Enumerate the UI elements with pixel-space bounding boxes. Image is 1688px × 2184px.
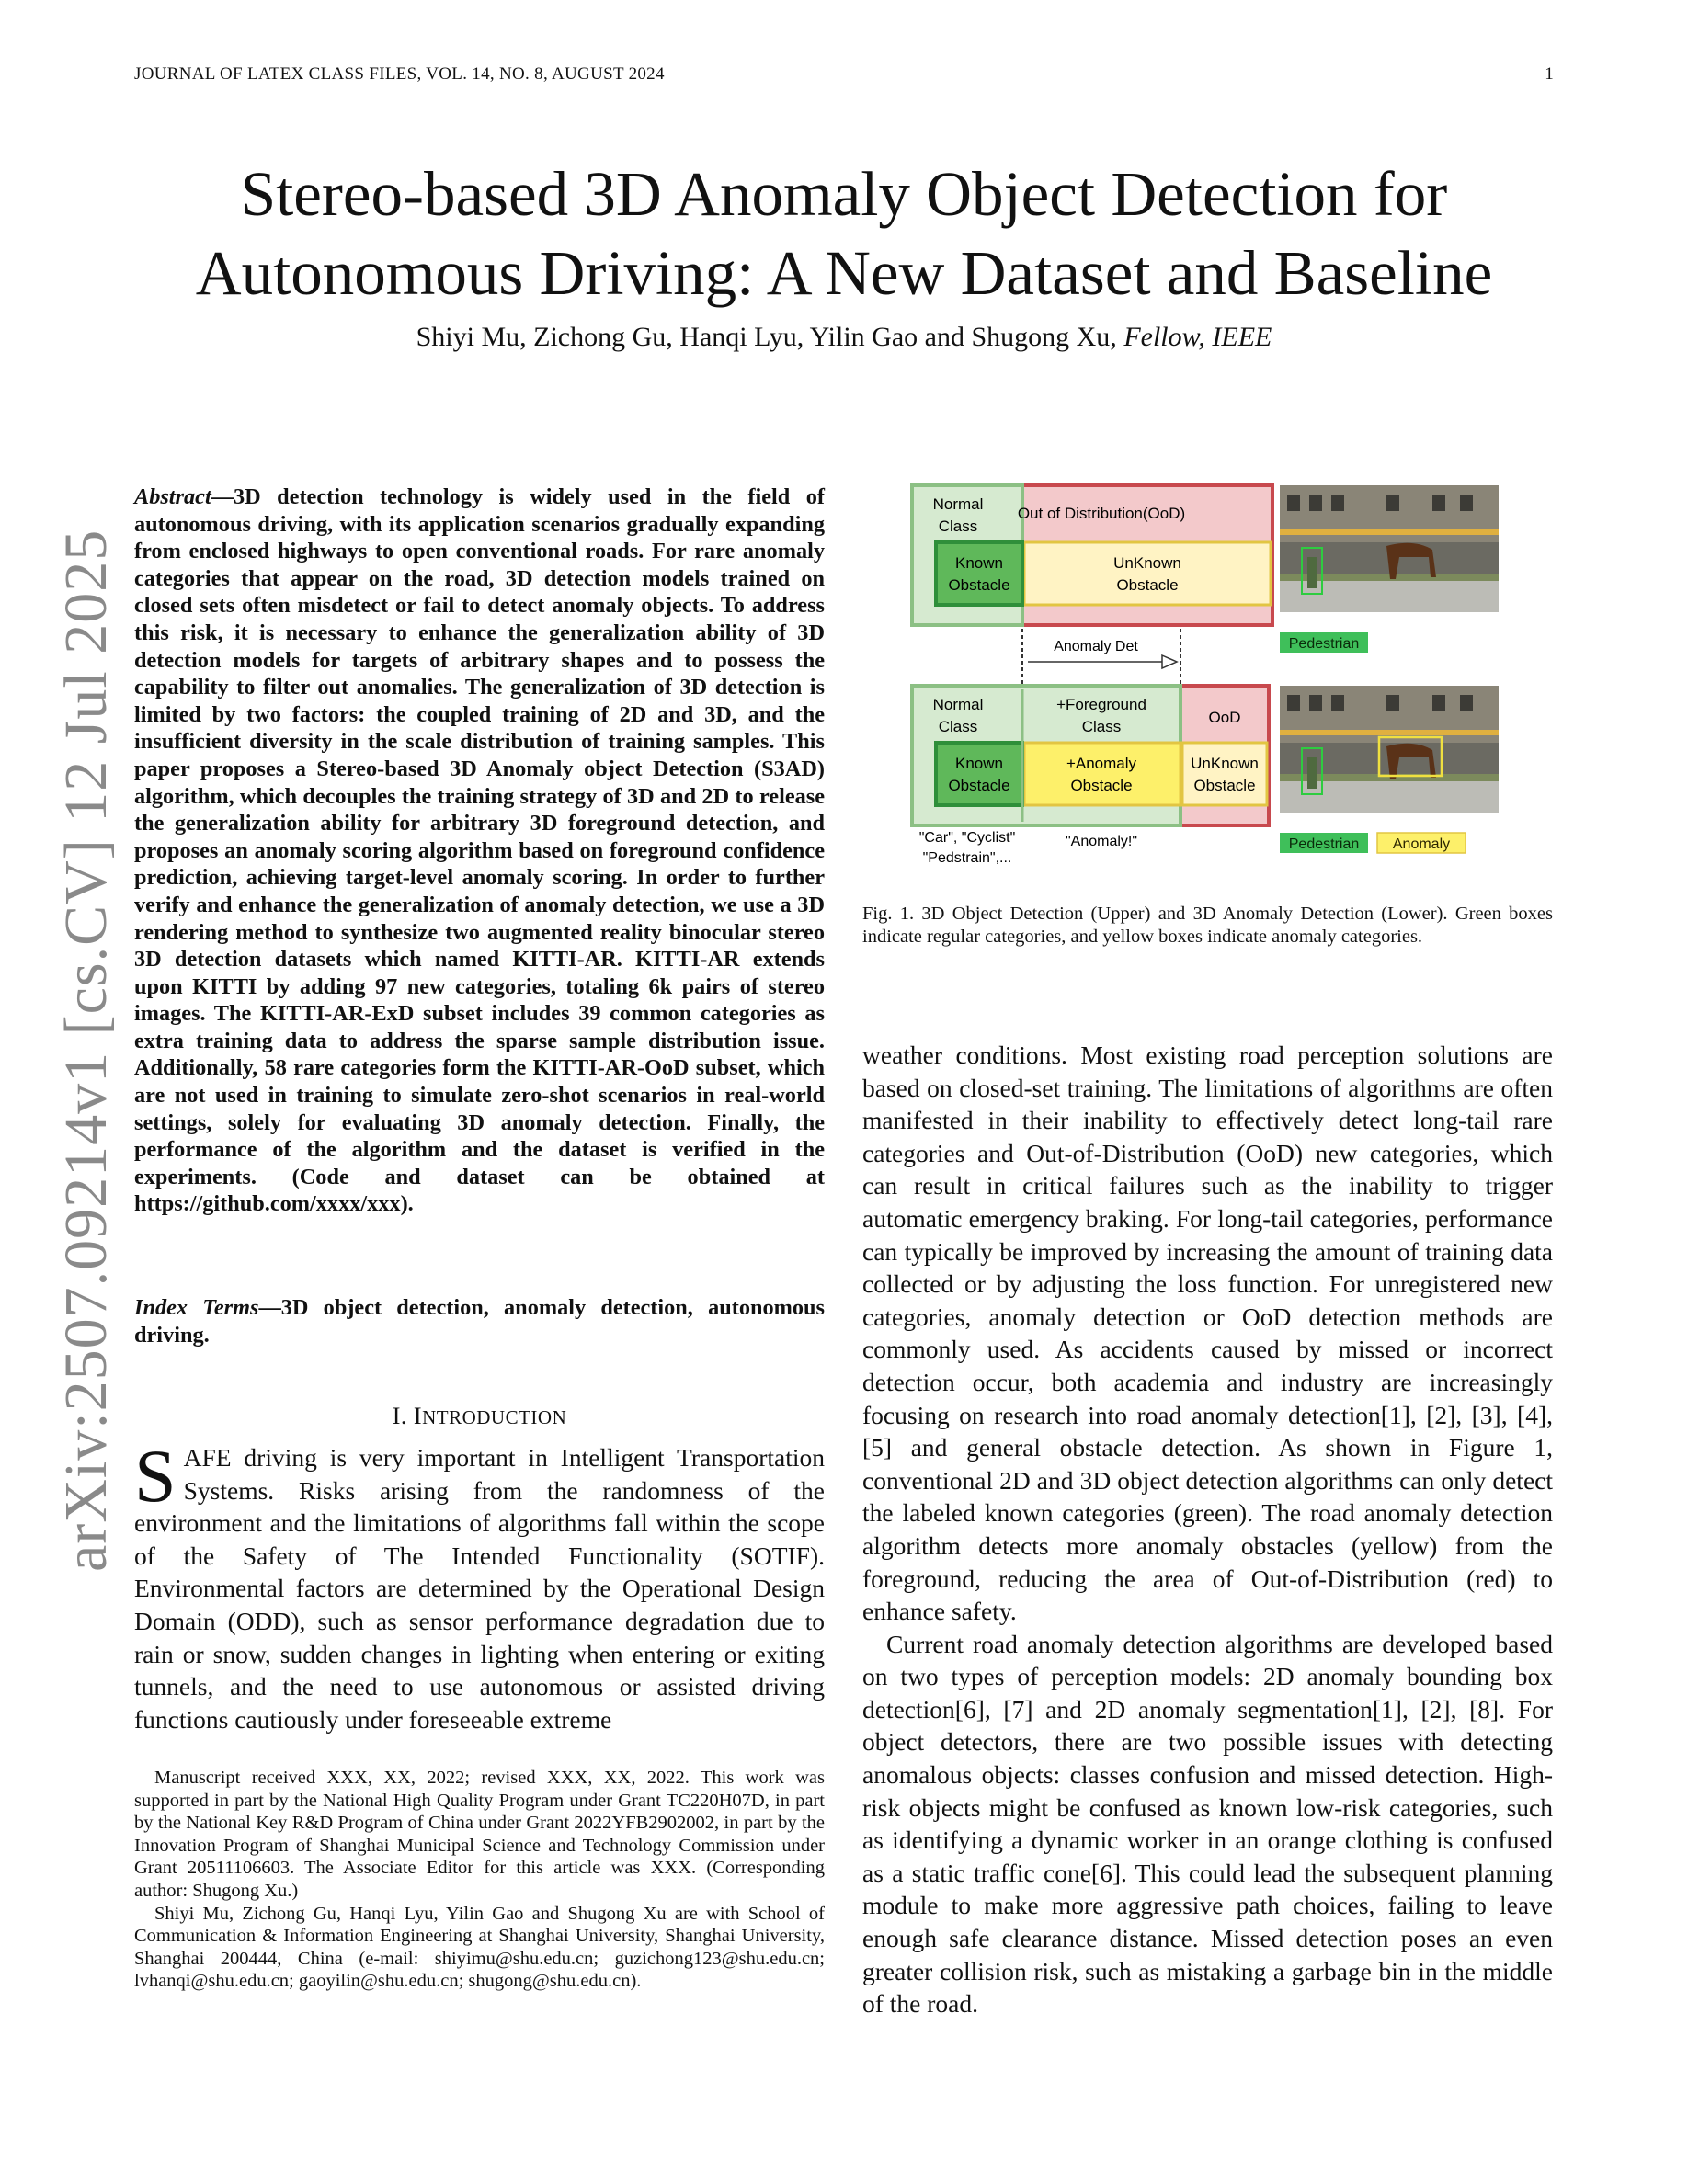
page-number: 1 [1545, 64, 1554, 84]
anomaly-det-label: Anomaly Det [1054, 639, 1138, 654]
figure-1-diagram [908, 482, 1506, 868]
anomaly-exclamation: "Anomaly!" [1065, 834, 1138, 849]
section-rest: NTRODUCTION [422, 1406, 567, 1428]
upper-unknown-box [1024, 542, 1271, 605]
anomaly-det-arrowhead [1162, 655, 1177, 668]
lower-unknown-box [1182, 743, 1267, 805]
paper-title [0, 154, 1688, 313]
lower-normal-label-1: Normal [932, 696, 984, 713]
lower-anomaly-label-1: +Anomaly [1066, 755, 1137, 772]
upper-unknown-label-1: UnKnown [1113, 554, 1181, 572]
section-number: I. [392, 1403, 414, 1429]
drop-cap: S [134, 1434, 177, 1518]
abstract-text: —3D detection technology is widely used in the field of autonomous driving, with its application scenarios gradually expanding from enclosed highways to open conventional roads. For rare anomaly categories that appear on the road, 3D detection models trained on closed sets often misdetect or fail to detect anomaly objects. To address this risk, it is necessary to enhance the generalization ability of 3D detection models for targets of arbitrary shapes and to possess the capability to filter out anomalies. The generalization of 3D detection is limited by two factors: the coupled training of 2D and 3D, and the insufficient diversity in the scale distribution of training samples. This paper proposes a Stereo-based 3D Anomaly object Detection (S3AD) algorithm, which decouples the training strategy of 3D and 2D to release the generalization ability for arbitrary 3D foreground detection, and proposes an anomaly scoring algorithm based on foreground confidence prediction, achieving target-level anomaly scoring. In order to further verify and enhance the generalization of anomaly detection, we use a 3D rendering method to synthesize two augmented reality binocular stereo 3D detection datasets which named KITTI-AR. KITTI-AR extends upon KITTI by adding 97 new categories, totaling 6k pairs of stereo images. The KITTI-AR-ExD subset includes 39 common categories as extra training data to address the sparse sample distribution issue. Additionally, 58 rare categories form the KITTI-AR-OoD subset, which are not used in training to simulate zero-shot scenarios in real-world settings, solely for evaluating 3D anomaly detection. Finally, the performance of the algorithm and the dataset is verified in the experiments. (Code and dataset can be obtained at https://github.com/xxxx/xxx). [134, 484, 825, 1217]
intro-paragraph [134, 1434, 825, 1735]
lower-pedestrian-tag-text: Pedestrian [1288, 836, 1360, 852]
section-heading [134, 1403, 825, 1430]
lower-ood-label: OoD [1208, 709, 1241, 726]
right-column-body [862, 1039, 1553, 2020]
lower-anomaly-label-2: Obstacle [1070, 777, 1133, 794]
running-header [134, 64, 1554, 92]
lower-foreground-label-1: +Foreground [1056, 696, 1146, 713]
title-line-1: Stereo-based 3D Anomaly Object Detection for [240, 159, 1448, 229]
upper-scene-photo [1280, 485, 1499, 612]
lower-anomaly-tag-text: Anomaly [1392, 836, 1451, 852]
figure-1 [908, 482, 1506, 868]
upper-known-box [936, 542, 1022, 605]
author-suffix: Fellow, IEEE [1123, 322, 1272, 352]
upper-ood-label: Out of Distribution(OoD) [1017, 505, 1186, 522]
upper-known-label-1: Known [955, 554, 1003, 572]
footnote-affiliations: Shiyi Mu, Zichong Gu, Hanqi Lyu, Yilin Gao and Shugong Xu are with School of Communication & Information Engineering at Shanghai University, Shanghai University, Shanghai 200444, China (e-mail: shiyimu@shu.edu.cn; guzichong123@shu.edu.cn; lvhanqi@shu.edu.cn; gaoyilin@shu.edu.cn; shugong@shu.edu.cn). [134, 1903, 825, 1992]
pedestrian-shape [1307, 557, 1317, 588]
upper-unknown-label-2: Obstacle [1116, 576, 1179, 594]
lower-known-label-2: Obstacle [948, 777, 1010, 794]
index-terms [134, 1294, 825, 1348]
footnote-funding: Manuscript received XXX, XX, 2022; revised XXX, XX, 2022. This work was supported in part by the National High Quality Program under Grant TC220H07D, in part by the National Key R&D Program of China under Grant 2022YFB2902002, in part by the Innovation Program of Shanghai Municipal Science and Technology Commission under Grant 20511106603. The Associate Editor for this article was XXX. (Corresponding author: Shugong Xu.) [134, 1768, 825, 1901]
lower-unknown-label-2: Obstacle [1193, 777, 1256, 794]
index-terms-text: —3D object detection, anomaly detection, autonomous driving. [134, 1295, 826, 1348]
section-first-letter: I [413, 1403, 423, 1429]
lower-known-box [936, 743, 1022, 805]
footnote [134, 1767, 825, 1993]
lower-known-label-1: Known [955, 755, 1003, 772]
author-line [0, 322, 1688, 353]
known-class-examples-1: "Car", "Cyclist" [918, 830, 1016, 846]
lower-normal-label-2: Class [938, 718, 978, 735]
author-names: Shiyi Mu, Zichong Gu, Hanqi Lyu, Yilin Gao and Shugong Xu, [416, 322, 1117, 352]
index-terms-lead: Index Terms [134, 1295, 259, 1320]
right-paragraph-2: Current road anomaly detection algorithms are developed based on two types of perception models: 2D anomaly bounding box detection[6], [7] and 2D anomaly segmentation[1], [2], [8]. For object detectors, there are two possible issues with detecting anomalous objects: classes confusion and missed detection. High-risk objects might be confused as known low-risk categories, such as identifying a dynamic worker in an orange clothing is confused as a static traffic cone[6]. This could lead the subsequent planning module to make more aggressive path choices, failing to leave enough safe clearance distance. Missed detection poses an even greater collision risk, such as mistaking a garbage bin in the middle of the road. [862, 1629, 1553, 2019]
upper-normal-label-1: Normal [932, 495, 984, 513]
lower-scene-photo [1280, 686, 1499, 813]
intro-text: AFE driving is very important in Intelligent Transportation Systems. Risks arising from the randomness of the environment and the limitations of algorithms fall within the scope of the Safety of The Intended Functionality (SOTIF). Environmental factors are determined by the Operational Design Domain (ODD), such as sensor performance degradation due to rain or snow, sudden changes in lighting when entering or exiting tunnels, and the need to use autonomous or assisted driving functions cautiously under foreseeable extreme [134, 1443, 825, 1734]
lower-anomaly-box [1024, 743, 1180, 805]
lower-foreground-label-2: Class [1081, 718, 1122, 735]
abstract [134, 483, 825, 1218]
upper-known-label-2: Obstacle [948, 576, 1010, 594]
abstract-lead: Abstract [134, 484, 211, 509]
right-paragraph-1: weather conditions. Most existing road perception solutions are based on closed-set training. The limitations of algorithms are often manifested in their inability to effectively detect long-tail rare categories and Out-of-Distribution (OoD) new categories, which can result in critical failures such as the inability to trigger automatic emergency braking. For long-tail categories, performance can typically be improved by increasing the amount of training data collected or by adjusting the loss function. For unregistered new categories, anomaly detection or OoD detection methods are commonly used. As accidents caused by missed or incorrect detection occur, both academia and industry are increasingly focusing on research into road anomaly detection[1], [2], [3], [4], [5] and general obstacle detection. As shown in Figure 1, conventional 2D and 3D object detection algorithms can only detect the labeled known categories (green). The road anomaly detection algorithm detects more anomaly obstacles (yellow) from the foreground, reducing the area of Out-of-Distribution (red) to enhance safety. [862, 1041, 1553, 1626]
title-line-2: Autonomous Driving: A New Dataset and Baseline [195, 238, 1493, 308]
upper-pedestrian-tag-text: Pedestrian [1288, 636, 1360, 652]
upper-normal-label-2: Class [938, 518, 978, 535]
journal-header: JOURNAL OF LATEX CLASS FILES, VOL. 14, NO. 8, AUGUST 2024 [134, 64, 665, 84]
lower-unknown-label-1: UnKnown [1191, 755, 1259, 772]
arxiv-stamp: arXiv:2507.09214v1 [cs.CV] 12 Jul 2025 [52, 529, 120, 1572]
known-class-examples-2: "Pedstrain",... [922, 850, 1012, 866]
figure-1-caption: Fig. 1. 3D Object Detection (Upper) and 3D Anomaly Detection (Lower). Green boxes indicate regular categories, and yellow boxes indicate anomaly categories. [862, 904, 1553, 947]
